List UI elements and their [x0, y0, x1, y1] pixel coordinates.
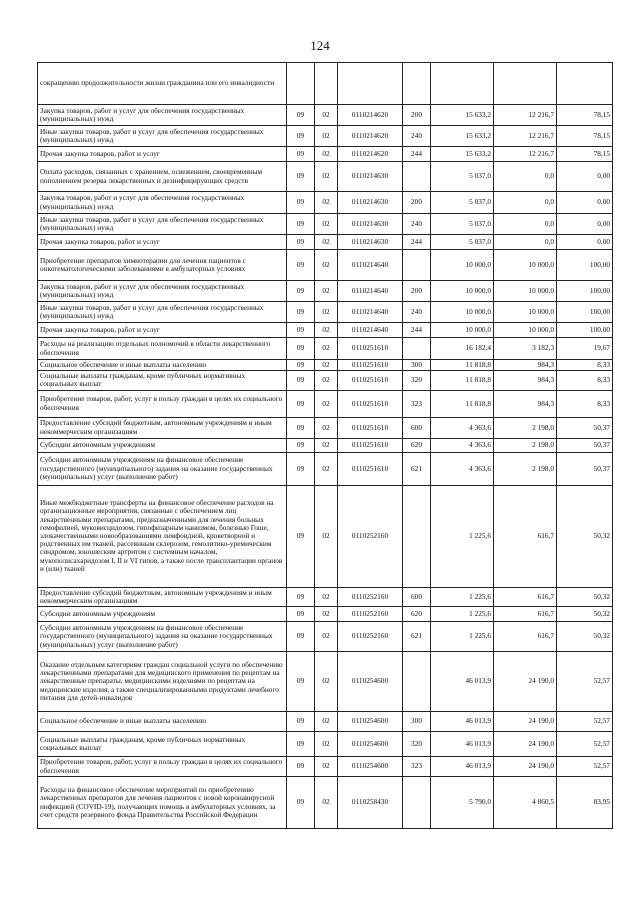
cell-percent: 0,00 [557, 214, 613, 235]
cell-plan: 11 818,8 [431, 371, 494, 390]
cell-target-article: 0110214640 [338, 302, 403, 323]
cell-executed: 12 216,7 [494, 126, 557, 147]
cell-expense-type: 244 [403, 323, 431, 338]
cell-target-article: 0110251610 [338, 438, 403, 452]
cell-executed [494, 63, 557, 105]
table-row [38, 323, 613, 338]
table-row [38, 281, 613, 302]
cell-target-article: 0110254600 [338, 712, 403, 732]
cell-target-article: 0110251610 [338, 338, 403, 360]
cell-section: 09 [287, 652, 315, 712]
cell-percent: 0,00 [557, 235, 613, 250]
cell-plan: 15 633,2 [431, 105, 494, 126]
cell-plan: 5 037,0 [431, 162, 494, 192]
cell-subsection [315, 63, 338, 105]
cell-subsection: 02 [315, 652, 338, 712]
table-row [38, 360, 613, 371]
cell-section [287, 63, 315, 105]
cell-target-article: 0110214630 [338, 214, 403, 235]
table-row [38, 214, 613, 235]
cell-section: 09 [287, 777, 315, 829]
cell-subsection: 02 [315, 485, 338, 587]
cell-section: 09 [287, 302, 315, 323]
cell-name: Социальные выплаты гражданам, кроме публичных нормативных социальных выплат [38, 371, 287, 390]
cell-target-article: 0110254600 [338, 652, 403, 712]
cell-section: 09 [287, 192, 315, 214]
cell-section: 09 [287, 360, 315, 371]
cell-name: Социальные выплаты гражданам, кроме публичных нормативных социальных выплат [38, 732, 287, 757]
cell-target-article: 0110251610 [338, 452, 403, 485]
table-row [38, 652, 613, 712]
cell-percent: 50,32 [557, 607, 613, 622]
cell-executed: 10 000,0 [494, 323, 557, 338]
cell-plan: 10 000,0 [431, 323, 494, 338]
cell-percent: 52,57 [557, 757, 613, 777]
cell-expense-type: 200 [403, 192, 431, 214]
cell-expense-type: 320 [403, 732, 431, 757]
cell-subsection: 02 [315, 587, 338, 606]
cell-plan: 5 037,0 [431, 235, 494, 250]
cell-percent: 100,00 [557, 250, 613, 281]
cell-plan: 11 818,8 [431, 390, 494, 417]
cell-section: 09 [287, 235, 315, 250]
cell-section: 09 [287, 438, 315, 452]
table-row [38, 371, 613, 390]
cell-expense-type [403, 338, 431, 360]
cell-plan: 16 182,4 [431, 338, 494, 360]
cell-target-article: 0110251610 [338, 390, 403, 417]
cell-expense-type: 244 [403, 235, 431, 250]
cell-percent: 50,37 [557, 417, 613, 438]
cell-target-article: 0110252160 [338, 587, 403, 606]
cell-subsection: 02 [315, 302, 338, 323]
table-row [38, 235, 613, 250]
cell-subsection: 02 [315, 438, 338, 452]
cell-subsection: 02 [315, 281, 338, 302]
table-row [38, 417, 613, 438]
cell-expense-type: 244 [403, 147, 431, 162]
cell-name: Иные межбюджетные трансферты на финансовое обеспечение расходов на организационные мероприятия, связанные с обеспечением лиц лекарственными препаратами, предназначенными для лечения больных гемофилией, муковисцидозом, гипофизарным нанизмом, болезнью Гоше, злокачественными новообразованиями лимфоидной, кроветворной и родственных им тканей, рассеянным склерозом, гемолитико-уремическим синдромом, юношеским артритом с системным началом, мукополисахаридозом I, II и VI типов, а также после трансплантации органов и (или) тканей [38, 485, 287, 587]
cell-executed: 24 190,0 [494, 732, 557, 757]
table-row [38, 732, 613, 757]
cell-section: 09 [287, 712, 315, 732]
cell-name: Закупка товаров, работ и услуг для обеспечения государственных (муниципальных) нужд [38, 281, 287, 302]
cell-executed: 984,3 [494, 371, 557, 390]
cell-executed: 616,7 [494, 587, 557, 606]
cell-name: Приобретение товаров, работ, услуг в пользу граждан в целях их социального обеспечения [38, 390, 287, 417]
cell-target-article: 0110214630 [338, 162, 403, 192]
cell-plan: 4 363,6 [431, 452, 494, 485]
table-row [38, 712, 613, 732]
cell-target-article: 0110251610 [338, 417, 403, 438]
cell-subsection: 02 [315, 777, 338, 829]
cell-name: Предоставление субсидий бюджетным, автономным учреждениям и иным некоммерческим организациям [38, 587, 287, 606]
cell-expense-type [403, 63, 431, 105]
table-row [38, 105, 613, 126]
cell-name: Расходы на реализацию отдельных полномочий в области лекарственного обеспечения [38, 338, 287, 360]
cell-section: 09 [287, 126, 315, 147]
cell-percent: 50,32 [557, 485, 613, 587]
cell-plan: 15 633,2 [431, 147, 494, 162]
cell-section: 09 [287, 105, 315, 126]
cell-section: 09 [287, 323, 315, 338]
cell-executed: 984,3 [494, 360, 557, 371]
cell-section: 09 [287, 485, 315, 587]
cell-executed: 0,0 [494, 214, 557, 235]
cell-percent: 78,15 [557, 105, 613, 126]
cell-target-article: 0110252160 [338, 607, 403, 622]
cell-target-article: 0110214630 [338, 235, 403, 250]
cell-target-article: 0110214620 [338, 147, 403, 162]
cell-executed: 24 190,0 [494, 652, 557, 712]
table-row [38, 338, 613, 360]
cell-section: 09 [287, 417, 315, 438]
cell-section: 09 [287, 757, 315, 777]
cell-executed: 0,0 [494, 162, 557, 192]
table-row [38, 622, 613, 652]
table-row [38, 757, 613, 777]
table-row [38, 192, 613, 214]
cell-plan: 46 013,9 [431, 652, 494, 712]
cell-plan: 46 013,9 [431, 712, 494, 732]
cell-name: Субсидии автономным учреждениям [38, 607, 287, 622]
table-row [38, 777, 613, 829]
cell-executed: 24 190,0 [494, 712, 557, 732]
budget-table [37, 62, 613, 829]
cell-subsection: 02 [315, 250, 338, 281]
cell-subsection: 02 [315, 712, 338, 732]
cell-subsection: 02 [315, 105, 338, 126]
cell-section: 09 [287, 338, 315, 360]
cell-subsection: 02 [315, 323, 338, 338]
cell-executed: 3 182,3 [494, 338, 557, 360]
page-number: 124 [310, 38, 330, 53]
cell-percent: 78,15 [557, 126, 613, 147]
cell-subsection: 02 [315, 126, 338, 147]
cell-subsection: 02 [315, 417, 338, 438]
cell-plan: 4 363,6 [431, 417, 494, 438]
cell-expense-type: 621 [403, 622, 431, 652]
cell-plan: 15 633,2 [431, 126, 494, 147]
cell-subsection: 02 [315, 338, 338, 360]
cell-percent: 83,95 [557, 777, 613, 829]
cell-expense-type [403, 485, 431, 587]
cell-name: Иные закупки товаров, работ и услуг для обеспечения государственных (муниципальных) нужд [38, 214, 287, 235]
cell-subsection: 02 [315, 622, 338, 652]
cell-section: 09 [287, 371, 315, 390]
cell-name: Прочая закупка товаров, работ и услуг [38, 235, 287, 250]
cell-expense-type: 621 [403, 452, 431, 485]
cell-section: 09 [287, 281, 315, 302]
cell-section: 09 [287, 622, 315, 652]
cell-plan: 46 013,9 [431, 757, 494, 777]
cell-expense-type: 200 [403, 105, 431, 126]
cell-executed: 2 198,0 [494, 438, 557, 452]
cell-section: 09 [287, 587, 315, 606]
cell-target-article: 0110252160 [338, 622, 403, 652]
cell-subsection: 02 [315, 732, 338, 757]
cell-subsection: 02 [315, 147, 338, 162]
cell-expense-type: 600 [403, 417, 431, 438]
table-row [38, 63, 613, 105]
cell-executed: 10 000,0 [494, 281, 557, 302]
table-row [38, 452, 613, 485]
cell-percent: 78,15 [557, 147, 613, 162]
cell-percent [557, 63, 613, 105]
cell-expense-type: 300 [403, 360, 431, 371]
cell-percent: 8,33 [557, 390, 613, 417]
cell-target-article: 0110214640 [338, 281, 403, 302]
cell-name: Иные закупки товаров, работ и услуг для обеспечения государственных (муниципальных) нужд [38, 126, 287, 147]
cell-target-article [338, 63, 403, 105]
cell-executed: 2 198,0 [494, 452, 557, 485]
cell-plan: 5 790,0 [431, 777, 494, 829]
cell-subsection: 02 [315, 360, 338, 371]
cell-section: 09 [287, 732, 315, 757]
cell-subsection: 02 [315, 192, 338, 214]
cell-percent: 52,57 [557, 732, 613, 757]
cell-expense-type: 240 [403, 126, 431, 147]
cell-name: Оплата расходов, связанных с хранением, освежением, своевременным пополнением резерва лекарственных и дезинфицирующих средств [38, 162, 287, 192]
cell-target-article: 0110254600 [338, 732, 403, 757]
cell-target-article: 0110214620 [338, 126, 403, 147]
cell-target-article: 0110214620 [338, 105, 403, 126]
table-row [38, 126, 613, 147]
cell-expense-type: 600 [403, 587, 431, 606]
cell-percent: 0,00 [557, 162, 613, 192]
cell-subsection: 02 [315, 390, 338, 417]
cell-target-article: 0110258430 [338, 777, 403, 829]
cell-executed: 12 216,7 [494, 147, 557, 162]
cell-plan: 10 000,0 [431, 250, 494, 281]
cell-section: 09 [287, 390, 315, 417]
cell-percent: 52,57 [557, 652, 613, 712]
cell-name: сокращению продолжительности жизни гражданина или его инвалидности [38, 63, 287, 105]
cell-section: 09 [287, 452, 315, 485]
cell-percent: 19,67 [557, 338, 613, 360]
table-row [38, 162, 613, 192]
cell-plan: 5 037,0 [431, 192, 494, 214]
cell-name: Прочая закупка товаров, работ и услуг [38, 323, 287, 338]
cell-section: 09 [287, 214, 315, 235]
cell-name: Прочая закупка товаров, работ и услуг [38, 147, 287, 162]
cell-executed: 616,7 [494, 607, 557, 622]
cell-expense-type [403, 652, 431, 712]
cell-target-article: 0110214640 [338, 250, 403, 281]
cell-executed: 616,7 [494, 485, 557, 587]
cell-name: Иные закупки товаров, работ и услуг для обеспечения государственных (муниципальных) нужд [38, 302, 287, 323]
cell-percent: 8,33 [557, 360, 613, 371]
cell-subsection: 02 [315, 162, 338, 192]
cell-subsection: 02 [315, 371, 338, 390]
cell-plan: 1 225,6 [431, 587, 494, 606]
cell-expense-type: 620 [403, 607, 431, 622]
cell-percent: 52,57 [557, 712, 613, 732]
cell-plan [431, 63, 494, 105]
cell-plan: 5 037,0 [431, 214, 494, 235]
cell-percent: 100,00 [557, 302, 613, 323]
cell-name: Социальное обеспечение и иные выплаты населению [38, 712, 287, 732]
cell-executed: 0,0 [494, 235, 557, 250]
cell-section: 09 [287, 147, 315, 162]
cell-target-article: 0110254600 [338, 757, 403, 777]
cell-subsection: 02 [315, 452, 338, 485]
table-row [38, 438, 613, 452]
table-row [38, 485, 613, 587]
cell-executed: 12 216,7 [494, 105, 557, 126]
cell-percent: 50,37 [557, 452, 613, 485]
cell-expense-type: 323 [403, 390, 431, 417]
cell-expense-type: 620 [403, 438, 431, 452]
cell-expense-type [403, 162, 431, 192]
cell-plan: 1 225,6 [431, 607, 494, 622]
table-row [38, 250, 613, 281]
cell-name: Предоставление субсидий бюджетным, автономным учреждениям и иным некоммерческим организациям [38, 417, 287, 438]
cell-executed: 4 860,5 [494, 777, 557, 829]
cell-percent: 8,33 [557, 371, 613, 390]
table-row [38, 607, 613, 622]
cell-name: Субсидии автономным учреждениям [38, 438, 287, 452]
cell-name: Приобретение препаратов химиотерапии для лечения пациентов с онкогематологическими заболеваниями в амбулаторных условиях [38, 250, 287, 281]
cell-executed: 24 190,0 [494, 757, 557, 777]
cell-percent: 100,00 [557, 323, 613, 338]
cell-target-article: 0110214640 [338, 323, 403, 338]
cell-subsection: 02 [315, 214, 338, 235]
cell-subsection: 02 [315, 757, 338, 777]
cell-subsection: 02 [315, 235, 338, 250]
table-row [38, 390, 613, 417]
cell-section: 09 [287, 250, 315, 281]
cell-plan: 10 000,0 [431, 281, 494, 302]
cell-expense-type: 320 [403, 371, 431, 390]
cell-name: Расходы на финансовое обеспечение мероприятий по приобретению лекарственных препаратов для лечения пациентов с новой коронавирусной инфекцией (COVID-19), получающих помощь в амбулаторных условиях, за счет средств резервного фонда Правительства Российской Федерации [38, 777, 287, 829]
cell-target-article: 0110251610 [338, 360, 403, 371]
cell-percent: 0,00 [557, 192, 613, 214]
cell-executed: 0,0 [494, 192, 557, 214]
cell-plan: 4 363,6 [431, 438, 494, 452]
cell-name: Приобретение товаров, работ, услуг в пользу граждан в целях их социального обеспечения [38, 757, 287, 777]
cell-percent: 100,00 [557, 281, 613, 302]
cell-target-article: 0110252160 [338, 485, 403, 587]
cell-executed: 10 000,0 [494, 250, 557, 281]
cell-plan: 11 818,8 [431, 360, 494, 371]
cell-name: Субсидии автономным учреждениям на финансовое обеспечение государственного (муниципального) задания на оказание государственных (муниципальных) услуг (выполнение работ) [38, 622, 287, 652]
cell-percent: 50,32 [557, 587, 613, 606]
cell-name: Социальное обеспечение и иные выплаты населению [38, 360, 287, 371]
cell-expense-type: 200 [403, 281, 431, 302]
cell-name: Закупка товаров, работ и услуг для обеспечения государственных (муниципальных) нужд [38, 192, 287, 214]
cell-percent: 50,32 [557, 622, 613, 652]
table-row [38, 302, 613, 323]
table-row [38, 147, 613, 162]
cell-expense-type [403, 777, 431, 829]
cell-target-article: 0110214630 [338, 192, 403, 214]
cell-name: Закупка товаров, работ и услуг для обеспечения государственных (муниципальных) нужд [38, 105, 287, 126]
cell-executed: 10 000,0 [494, 302, 557, 323]
cell-plan: 1 225,6 [431, 485, 494, 587]
cell-name: Субсидии автономным учреждениям на финансовое обеспечение государственного (муниципального) задания на оказание государственных (муниципальных) услуг (выполнение работ) [38, 452, 287, 485]
cell-executed: 2 198,0 [494, 417, 557, 438]
cell-name: Оказание отдельным категориям граждан социальной услуги по обеспечению лекарственными препаратами для медицинского применения по рецептам на лекарственные препараты, медицинскими изделиями по рецептам на медицинские изделия, а также специализированными продуктами лечебного питания для детей-инвалидов [38, 652, 287, 712]
cell-executed: 616,7 [494, 622, 557, 652]
cell-subsection: 02 [315, 607, 338, 622]
table-row [38, 587, 613, 606]
cell-plan: 1 225,6 [431, 622, 494, 652]
budget-table-body [38, 63, 613, 829]
cell-percent: 50,37 [557, 438, 613, 452]
cell-plan: 10 000,0 [431, 302, 494, 323]
cell-expense-type: 300 [403, 712, 431, 732]
cell-section: 09 [287, 607, 315, 622]
cell-section: 09 [287, 162, 315, 192]
cell-expense-type: 323 [403, 757, 431, 777]
cell-plan: 46 013,9 [431, 732, 494, 757]
cell-expense-type: 240 [403, 302, 431, 323]
cell-expense-type: 240 [403, 214, 431, 235]
cell-executed: 984,3 [494, 390, 557, 417]
cell-target-article: 0110251610 [338, 371, 403, 390]
cell-expense-type [403, 250, 431, 281]
